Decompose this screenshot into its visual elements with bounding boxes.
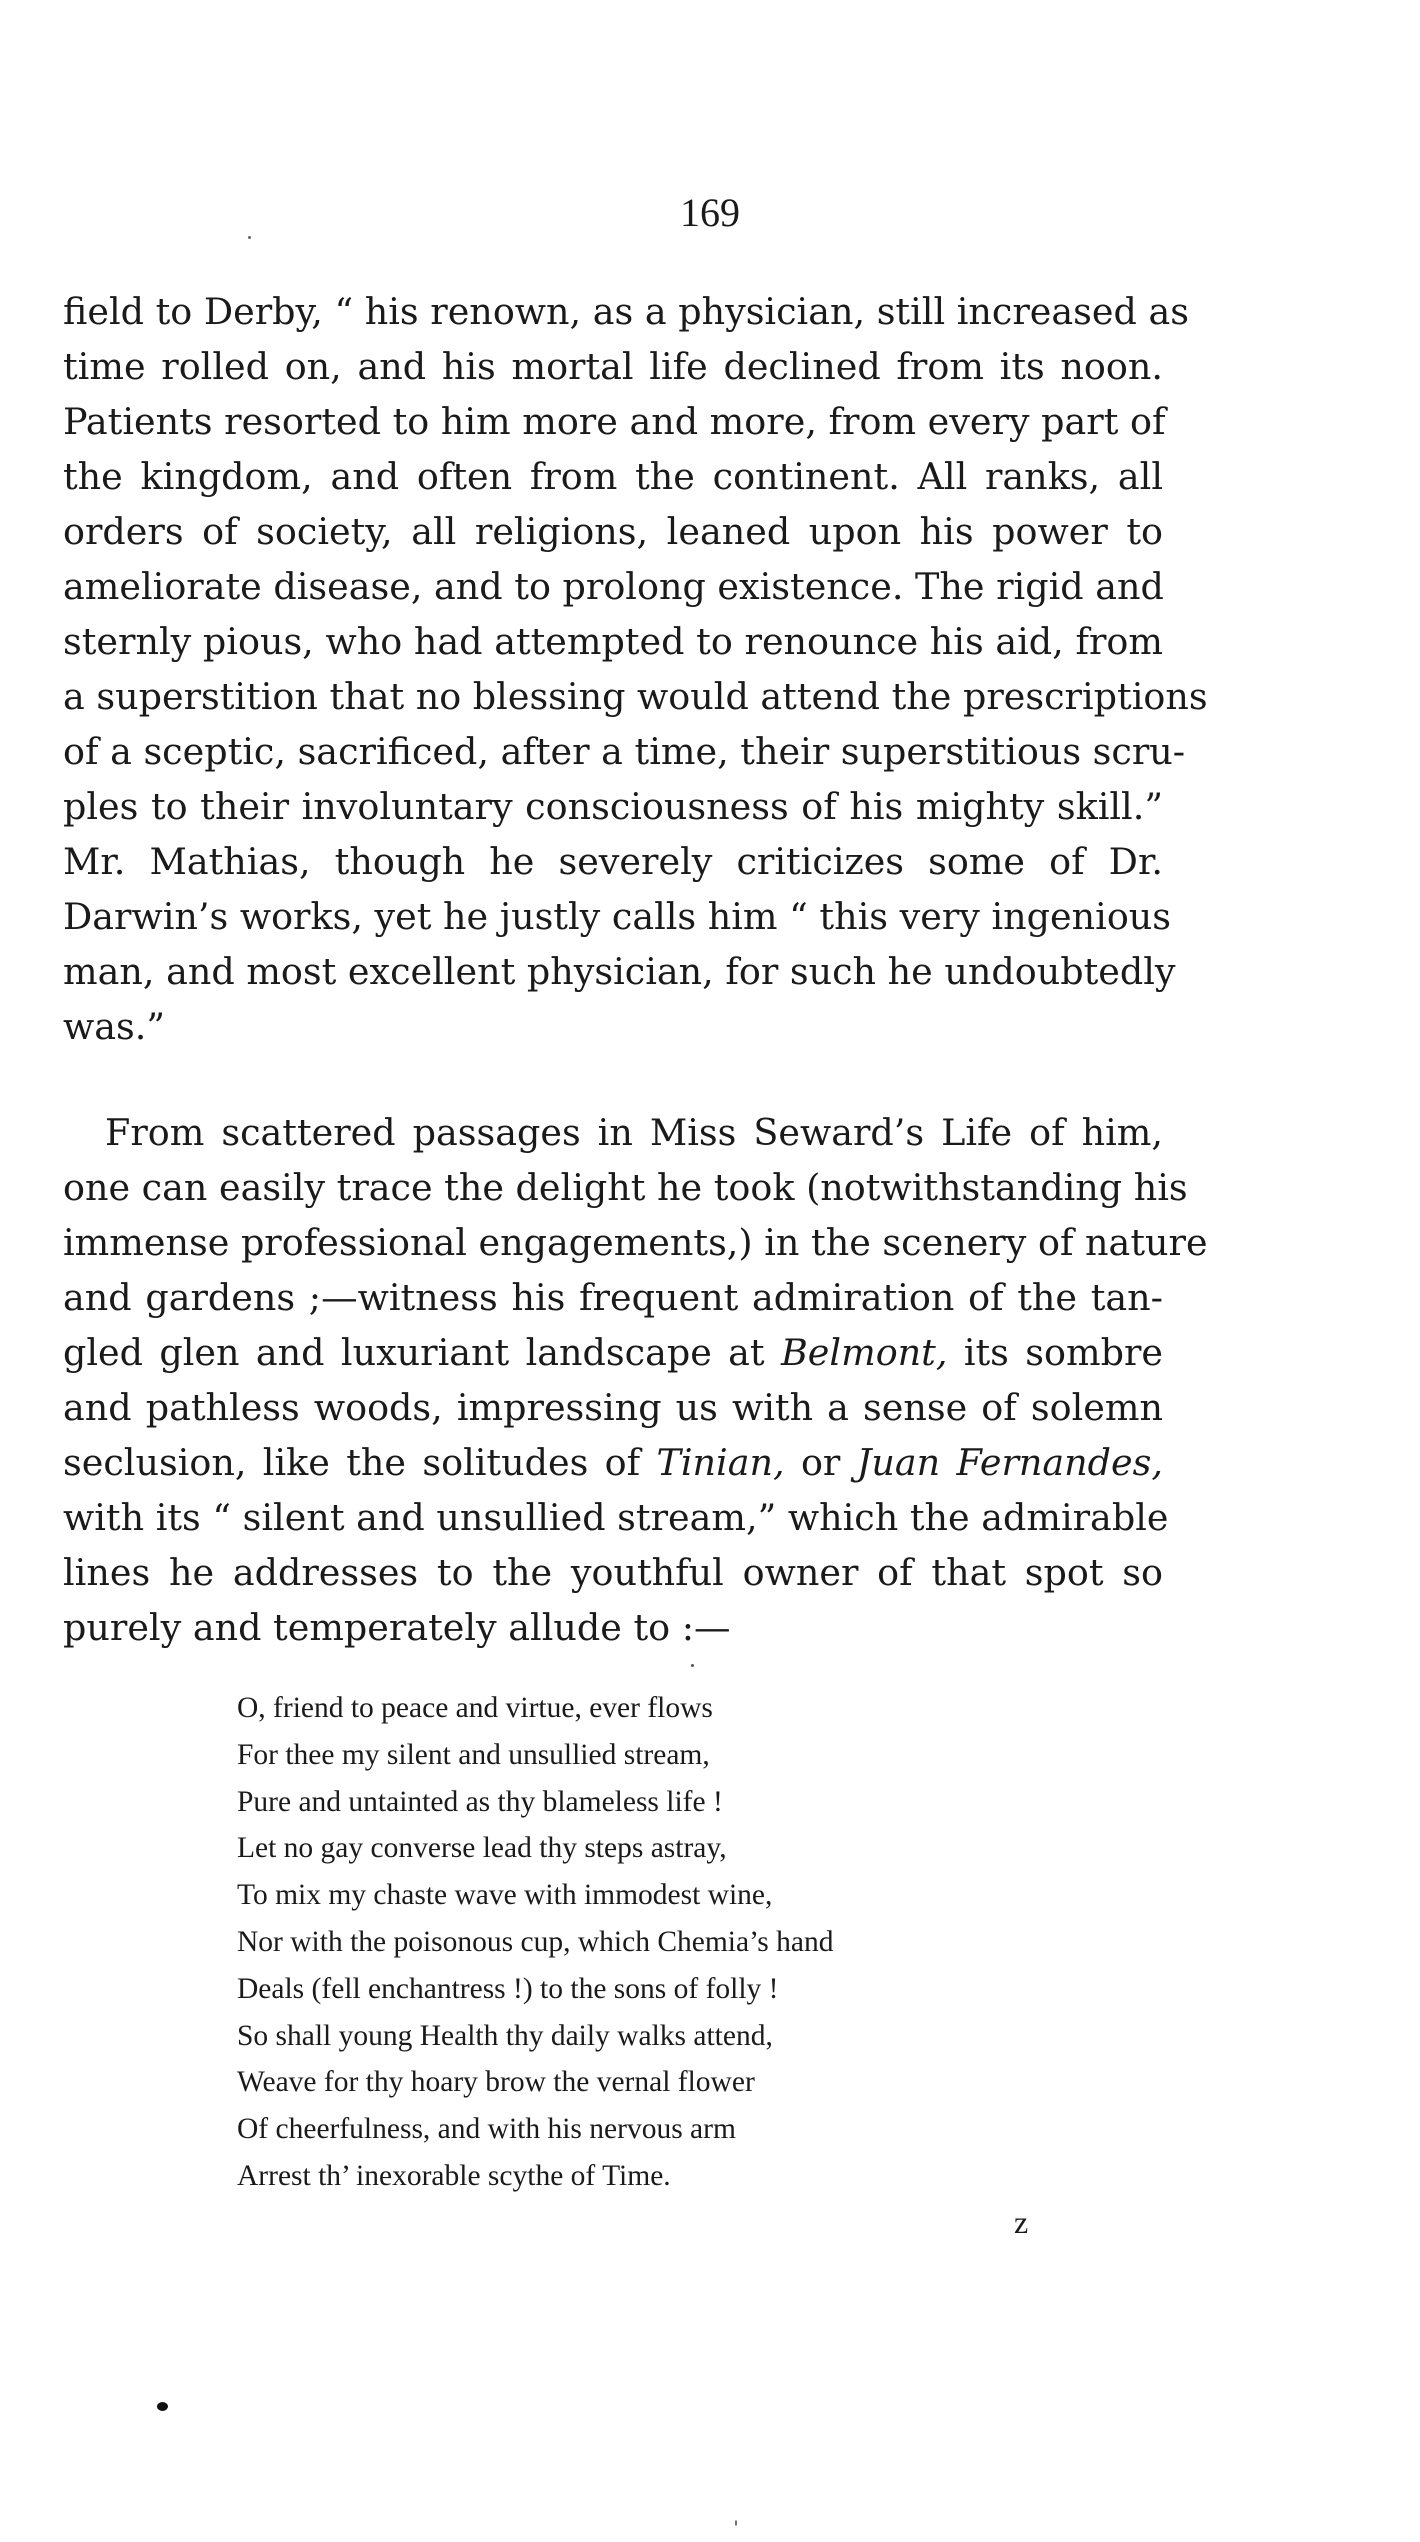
poem-line: To mix my chaste wave with immodest wine, [237,1879,773,1912]
text-line [63,1325,1163,1380]
signature-mark: z [1014,2204,1029,2240]
text-line: time rolled on, and his mortal life declined from its noon. [63,345,1163,388]
paragraph-darwin-renown [63,284,1208,1054]
italic-place-name: Belmont, [780,1331,948,1374]
text-segment: gled glen and luxuriant landscape at [63,1331,781,1374]
ink-speck [691,1664,694,1667]
text-segment: or [784,1441,857,1484]
text-line: purely and temperately allude to :— [63,1606,731,1649]
poem-line: Nor with the poisonous cup, which Chemia’s hand [237,1925,834,1958]
poem-line: Arrest th’ inexorable scythe of Time. [237,2159,671,2192]
poem-line: Deals (fell enchantress !) to the sons of folly ! [237,1972,779,2005]
poem-line: So shall young Health thy daily walks attend, [237,2019,773,2052]
poem-line: O, friend to peace and virtue, ever flows [237,1692,713,1724]
text-segment: its sombre [947,1331,1163,1374]
text-line: with its “ silent and unsullied stream,” which the admirable [63,1496,1169,1539]
text-line [63,1435,1163,1490]
text-line: and gardens ;—witness his frequent admiration of the tan- [63,1276,1163,1319]
text-line: immense professional engagements,) in the scenery of nature [63,1221,1208,1264]
text-line: a superstition that no blessing would attend the prescriptions [63,675,1208,718]
page-number: 169 [680,190,740,235]
poem-line: Let no gay converse lead thy steps astray, [237,1832,727,1865]
poem-line: Pure and untainted as thy blameless life ! [237,1785,723,1818]
text-line: Patients resorted to him more and more, from every part of [63,400,1166,443]
text-line: of a sceptic, sacrificed, after a time, their superstitious scru- [63,730,1186,773]
text-line: ameliorate disease, and to prolong existence. The rigid and [63,565,1164,608]
poem-line: For thee my silent and unsullied stream, [237,1738,710,1771]
ink-speck [735,2520,737,2526]
text-line: Darwin’s works, yet he justly calls him “ this very ingenious [63,895,1172,938]
text-line: ples to their involuntary consciousness of his mighty skill.” [63,785,1163,828]
text-line: orders of society, all religions, leaned upon his power to [63,510,1163,553]
poem-line: Of cheerfulness, and with his nervous arm [237,2113,736,2146]
text-line: Mr. Mathias, though he severely criticizes some of Dr. [63,840,1163,883]
text-line: lines he addresses to the youthful owner of that spot so [63,1551,1163,1594]
poem-line: Weave for thy hoary brow the vernal flower [237,2066,755,2099]
text-line: and pathless woods, impressing us with a sense of solemn [63,1386,1163,1429]
text-line: field to Derby, “ his renown, as a physician, still increased as [63,290,1189,333]
italic-place-name: Juan Fernandes, [856,1441,1163,1484]
text-line: was.” [63,1005,165,1048]
text-line: one can easily trace the delight he took (notwithstanding his [63,1166,1188,1209]
ink-speck [248,236,251,239]
text-line: sternly pious, who had attempted to renounce his aid, from [63,620,1163,663]
text-line: the kingdom, and often from the continent. All ranks, all [63,455,1163,498]
text-line: man, and most excellent physician, for such he undoubtedly [63,950,1176,993]
poem-quotation [237,1685,833,2200]
text-segment: seclusion, like the solitudes of [63,1441,657,1484]
italic-place-name: Tinian, [656,1441,785,1484]
text-line: From scattered passages in Miss Seward’s Life of him, [105,1111,1163,1154]
ink-speck [157,2402,168,2411]
paragraph-scenery-of-nature [63,1105,1208,1655]
